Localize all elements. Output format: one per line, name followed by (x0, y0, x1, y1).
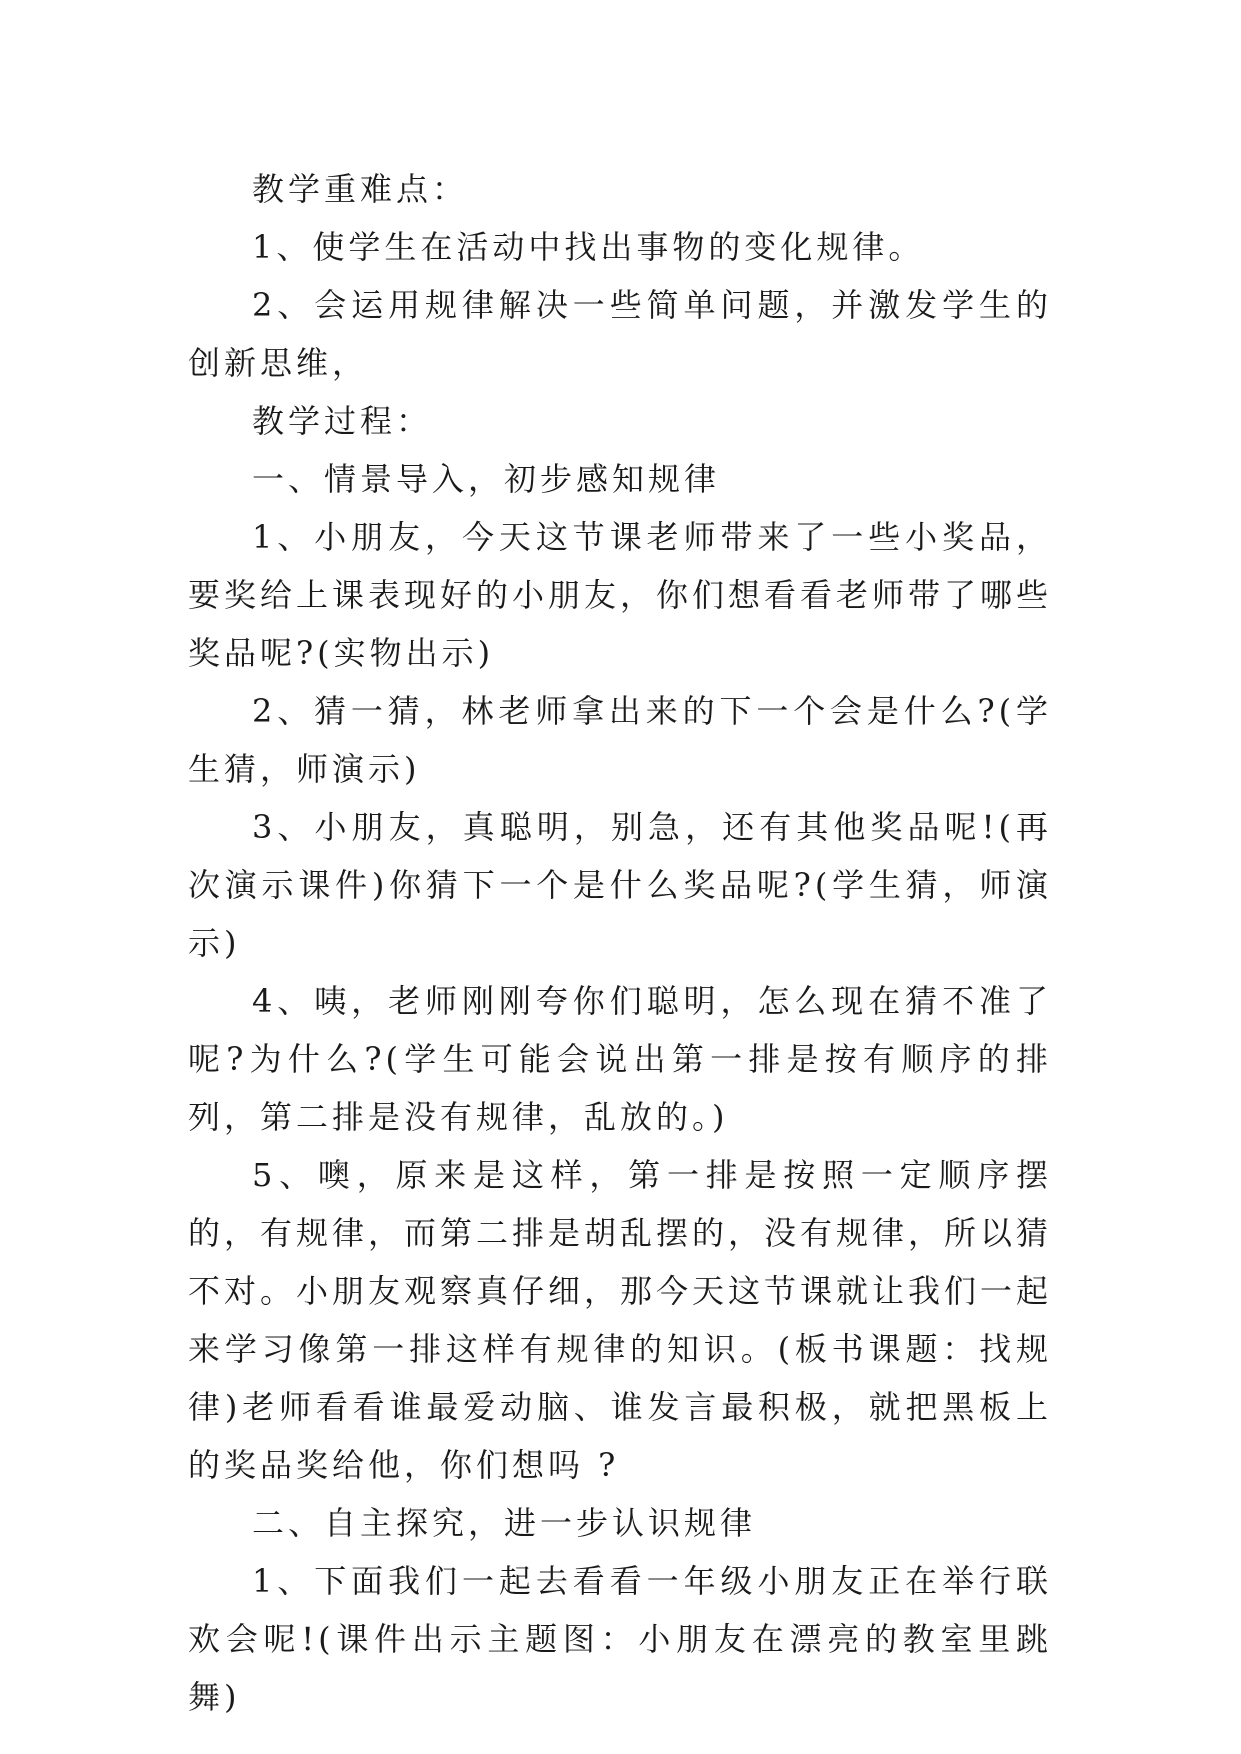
paragraph-heading-process: 教学过程： (252, 402, 433, 440)
paragraph-step-5: 5、噢，原来是这样，第一排是按照一定顺序摆的，有规律，而第二排是胡乱摆的，没有规律，所以猜不对。小朋友观察真仔细，那今天这节课就让我们一起来学习像第一排这样有规律的知识。(板书课题：找规律)老师看看谁最爱动脑、谁发言最积极，就把黑板上的奖品奖给他，你们想吗 ? (188, 1156, 1053, 1484)
paragraph-section-2-step-1: 1、下面我们一起去看看一年级小朋友正在举行联欢会呢!(课件出示主题图：小朋友在漂亮的教室里跳舞) (188, 1562, 1052, 1716)
document-body (188, 160, 1052, 1726)
paragraph-step-1: 1、小朋友，今天这节课老师带来了一些小奖品，要奖给上课表现好的小朋友，你们想看看老师带了哪些奖品呢?(实物出示) (188, 518, 1053, 672)
paragraph-heading-key-points: 教学重难点： (252, 170, 469, 208)
paragraph-step-4: 4、咦，老师刚刚夸你们聪明，怎么现在猜不准了呢?为什么?(学生可能会说出第一排是按有顺序的排列，第二排是没有规律，乱放的。) (188, 982, 1052, 1136)
paragraph-section-1-heading: 一、情景导入，初步感知规律 (252, 460, 721, 498)
paragraph-section-2-heading: 二、自主探究，进一步认识规律 (252, 1504, 757, 1542)
paragraph-step-2: 2、猜一猜，林老师拿出来的下一个会是什么?(学生猜，师演示) (188, 692, 1052, 788)
paragraph-step-3: 3、小朋友，真聪明，别急，还有其他奖品呢!(再次演示课件)你猜下一个是什么奖品呢?(学生猜，师演示) (188, 808, 1052, 962)
paragraph-key-point-1: 1、使学生在活动中找出事物的变化规律。 (252, 228, 925, 266)
paragraph-key-point-2: 2、会运用规律解决一些简单问题，并激发学生的创新思维， (188, 286, 1052, 382)
